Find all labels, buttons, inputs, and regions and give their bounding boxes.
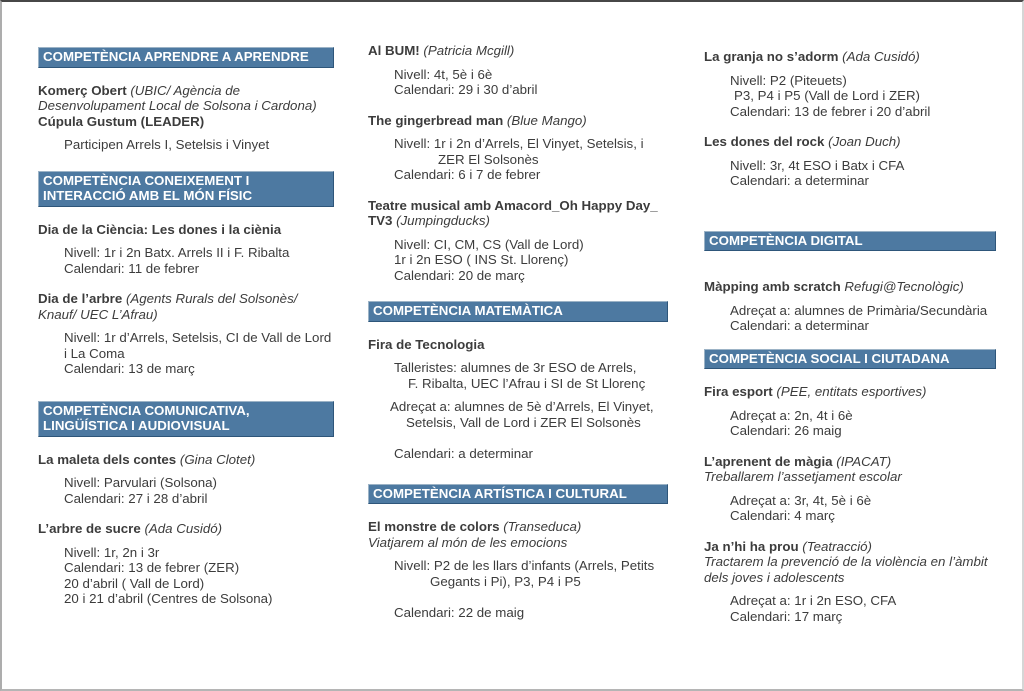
activity-block [368,113,668,183]
activity-title [704,539,996,586]
activity-title [368,198,668,229]
activity-organizer: Viatjarem al món de les emocions [368,534,568,550]
activity-block [704,134,996,189]
activity-organizer: (Ada Cusidó) [144,521,223,536]
activity-block [704,384,996,439]
activity-detail-line: Adreçat a: alumnes de Primària/Secundària [730,302,988,318]
activity-title [368,43,668,59]
activity-title [704,454,996,485]
activity-detail-line: Adreçat a: 1r i 2n ESO, CFA [730,593,897,608]
activity-name: Teatre musical amb Amacord_Oh Happy Day_ TV3 [368,197,658,228]
activity-detail-line: Calendari: 11 de febrer [64,260,200,276]
activity-block [38,222,334,277]
activity-block [368,198,668,284]
activity-name: Les dones del rock [704,134,829,149]
activity-organizer: (UBIC/ Agència de Desenvolupament Local de Solsona i Cardona) [38,82,317,113]
activity-detail-line: Calendari: 17 març [730,608,843,624]
activity-title [38,83,334,130]
activity-name: L’arbre de sucre [38,521,145,536]
activity-organizer: (PEE, entitats esportives) [776,384,927,399]
activity-detail-line: Setelsis, Vall de Lord i ZER El Solsonès [406,414,641,430]
activity-organizer: (Jumpingducks) [396,213,490,228]
activity-title [368,113,668,129]
activity-name: Fira de Tecnologia [368,336,485,352]
activity-title [704,279,996,295]
activity-title [38,521,334,537]
activity-detail-line: Nivell: P2 de les llars d’infants (Arrels, Petits [394,558,655,573]
activity-organizer: (Ada Cusidó) [842,49,920,64]
activity-name: Cúpula Gustum (LEADER) [38,113,205,129]
activity-block [704,279,996,334]
activity-name: The gingerbread man [368,112,507,128]
activity-title [368,337,668,353]
activity-block [704,49,996,119]
competency-header-bar: COMPETÈNCIA MATEMÀTICA [368,301,668,322]
activity-detail-line: Calendari: 4 març [730,508,835,523]
activity-name: Komerç Obert [38,82,131,98]
activity-organizer: (Blue Mango) [506,112,587,128]
activity-detail-line: Calendari: 20 de març [394,267,525,283]
competency-header-bar: COMPETÈNCIA DIGITAL [704,231,996,252]
competency-header-bar: COMPETÈNCIA COMUNICATIVA, LINGÜÍSTICA I AUDIOVISUAL [38,401,334,437]
activity-detail-line: Nivell: 3r, 4t ESO i Batx i CFA [730,157,905,173]
activity-name: La granja no s’adorm [704,49,843,64]
activity-organizer: Treballarem l’assetjament escolar [704,469,902,484]
activity-organizer: (Patricia Mcgill) [423,43,515,58]
activity-detail-line: Nivell: Parvulari (Solsona) [64,475,217,490]
activity-detail-line: Adreçat a: alumnes de 5è d’Arrels, El Vinyet, [390,399,654,414]
competency-header-bar: COMPETÈNCIA CONEIXEMENT I INTERACCIÓ AMB EL MÓN FÍSIC [38,171,334,207]
activity-name: Ja n’hi ha prou [704,538,803,554]
activity-name: El monstre de colors [368,519,504,534]
activity-detail-line: Calendari: a determinar [730,318,869,333]
competency-header-bar: COMPETÈNCIA SOCIAL I CIUTADANA [704,349,996,370]
activity-block [38,291,334,377]
activity-block [368,337,668,462]
activity-organizer: Refugi@Tecnològic) [844,279,964,294]
activity-detail-line: Calendari: 13 de febrer i 20 d’abril [730,103,931,119]
column-2 [368,43,668,636]
activity-detail-line: Nivell: 1r i 2n d’Arrels, El Vinyet, Setelsis, i [394,136,644,151]
activity-detail-line: Calendari: 26 maig [730,423,842,438]
activity-block [368,519,668,621]
activity-organizer: (Joan Duch) [828,134,901,149]
activity-organizer: (Gina Clotet) [179,451,256,467]
activity-title [704,134,996,150]
activity-detail-line: Calendari: 13 de febrer (ZER) [64,560,240,575]
activity-name: Màpping amb scratch [704,279,845,294]
activity-title [38,222,334,238]
activity-detail-line: Participen Arrels I, Setelsis i Vinyet [64,137,270,152]
activity-organizer: Tractarem la prevenció de la violència en l’àmbit dels joves i adolescents [704,554,988,585]
activity-name: Dia de la Ciència: Les dones i la ciènia [38,221,282,237]
activity-name: Dia de l’arbre [38,291,126,306]
activity-detail-line: 20 d’abril ( Vall de Lord) [64,575,205,591]
activity-title [704,49,996,65]
activity-title [38,452,334,468]
activity-detail-line: Nivell: 1r d’Arrels, Setelsis, CI de Vall de Lord i La Coma [64,330,332,361]
activity-detail-line: Calendari: 29 i 30 d’abril [394,82,538,97]
column-1 [38,47,334,622]
activity-detail-line: F. Ribalta, UEC l’Afrau i SI de St Llorenç [408,375,646,391]
activity-detail-line: Calendari: 27 i 28 d’abril [64,490,208,506]
activity-organizer: (Transeduca) [503,519,582,534]
activity-detail-line: Calendari: 22 de maig [394,605,525,620]
activity-detail-line: 1r i 2n ESO ( INS St. Llorenç) [394,252,569,267]
activity-block [38,452,334,507]
activity-detail-line: ZER El Solsonès [438,151,539,167]
competency-header-bar: COMPETÈNCIA APRENDRE A APRENDRE [38,47,334,68]
column-3 [704,49,996,639]
activity-detail-line: Nivell: 4t, 5è i 6è [394,66,493,82]
activity-detail-line: Calendari: a determinar [394,446,533,461]
activity-block [38,83,334,153]
activity-name: Fira esport [704,384,777,399]
activity-name: L’aprenent de màgia [704,453,837,469]
activity-detail-line: Calendari: 13 de març [64,361,195,376]
activity-detail-line: Nivell: P2 (Piteuets) [730,72,847,88]
activity-detail-line: Adreçat a: 3r, 4t, 5è i 6è [730,492,872,508]
activity-detail-line: P3, P4 i P5 (Vall de Lord i ZER) [734,88,920,103]
activity-detail-line: Gegants i Pi), P3, P4 i P5 [430,573,581,589]
activity-detail-line: Nivell: 1r i 2n Batx. Arrels II i F. Ribalta [64,245,290,260]
activity-organizer: (IPACAT) [836,453,892,469]
activity-detail-line: Calendari: 6 i 7 de febrer [394,167,541,182]
activity-detail-line: 20 i 21 d’abril (Centres de Solsona) [64,591,273,606]
activity-detail-line: Adreçat a: 2n, 4t i 6è [730,407,853,423]
activity-block [38,521,334,607]
activity-detail-line: Nivell: 1r, 2n i 3r [64,544,160,560]
activity-title [704,384,996,400]
activity-organizer: (Teatracció) [802,538,872,554]
activity-title [368,519,668,550]
activity-block [704,454,996,524]
activity-detail-line: Talleristes: alumnes de 3r ESO de Arrels, [394,360,637,375]
activity-name: Al BUM! [368,43,424,58]
activity-block [704,539,996,625]
activity-detail-line: Nivell: CI, CM, CS (Vall de Lord) [394,236,584,252]
activity-title [38,291,334,322]
activity-organizer: (Agents Rurals del Solsonès/ Knauf/ UEC L’Afrau) [38,291,298,322]
competency-header-bar: COMPETÈNCIA ARTÍSTICA I CULTURAL [368,484,668,505]
activity-block [368,43,668,98]
activity-detail-line: Calendari: a determinar [730,173,869,188]
activity-name: La maleta dels contes [38,451,180,467]
